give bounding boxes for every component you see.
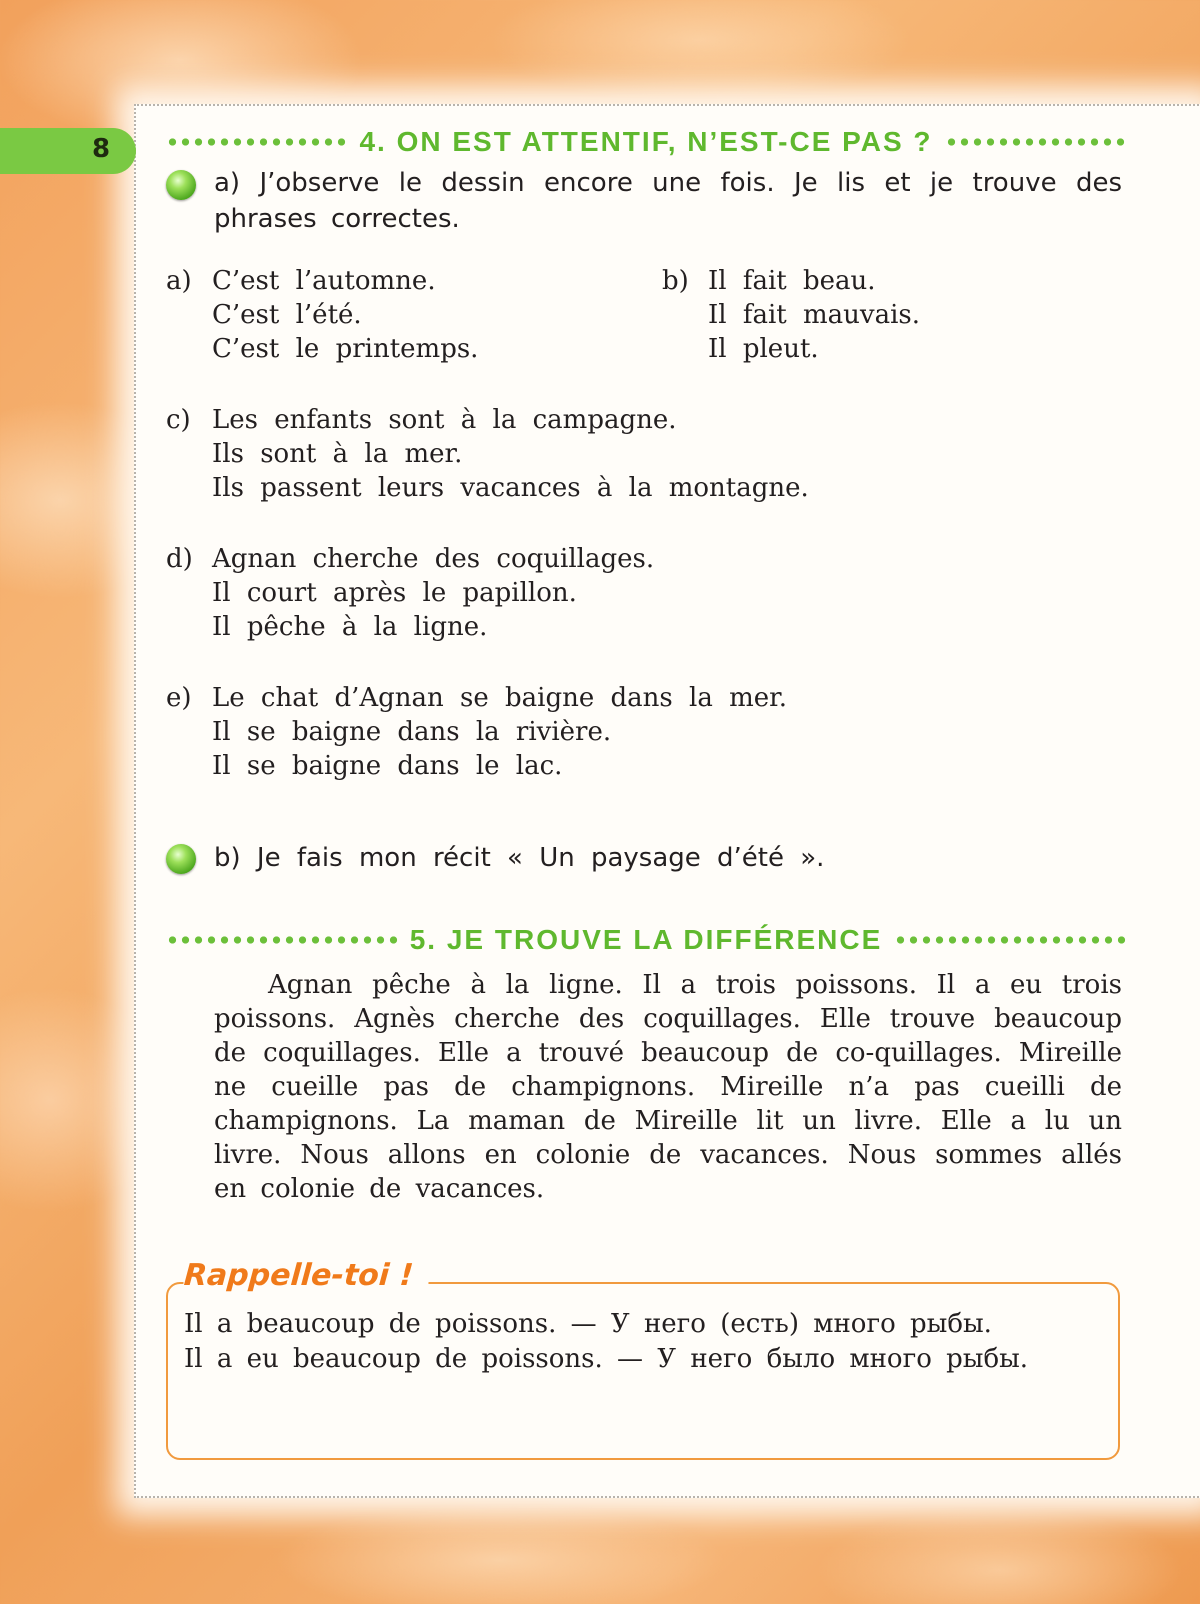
exercise-label: d) — [166, 544, 193, 574]
exercise-label: c) — [166, 405, 191, 435]
rappelle-line-2: Il a eu beaucoup de poissons. — У него было много рыбы. — [184, 1344, 1029, 1374]
sentence: Il court après le papillon. — [212, 578, 577, 608]
green-ball-icon — [166, 844, 196, 874]
exercise-label: a) — [166, 266, 192, 296]
instruction-a: a) J’observe le dessin encore une fois. Je lis et je trouve des phrases correctes. — [214, 168, 1122, 234]
exercise-b — [662, 264, 920, 366]
difference-paragraph: Agnan pêche à la ligne. Il a trois poissons. Il a eu trois poissons. Agnès cherche des coquillages. Elle trouve beaucoup de coquillages. Elle a trouvé beaucoup de co-quillages. Mireille ne cueille pas de champignons. Mireille n’a pas cueilli de champignons. La maman de Mireille lit un livre. Elle a lu un livre. Nous allons en colonie de vacances. Nous sommes allés en colonie de vacances. — [214, 970, 1122, 1204]
sentence: Agnan cherche des coquillages. — [212, 544, 655, 574]
green-ball-icon — [166, 170, 196, 200]
sentence: Le chat d’Agnan se baigne dans la mer. — [212, 683, 787, 713]
section-4-heading — [166, 126, 1126, 158]
exercise-d — [166, 542, 654, 644]
page-number: 8 — [92, 134, 111, 164]
rappelle-title: Rappelle-toi ! — [183, 1258, 431, 1293]
sentence: C’est l’automne. — [212, 266, 436, 296]
sentence: Les enfants sont à la campagne. — [212, 405, 677, 435]
section-4-title: 4. ON EST ATTENTIF, N’EST-CE PAS ? — [359, 126, 933, 157]
dotted-rule — [945, 138, 1126, 146]
rappelle-line-1: Il a beaucoup de poissons. — У него (есть) много рыбы. — [184, 1309, 992, 1339]
section-5-title: 5. JE TROUVE LA DIFFÉRENCE — [409, 924, 883, 955]
sentence: Il se baigne dans le lac. — [212, 751, 563, 781]
dotted-rule — [166, 936, 398, 944]
section-5-heading — [166, 924, 1126, 956]
exercise-label: b) — [662, 266, 689, 296]
dotted-rule — [166, 138, 347, 146]
sentence: Ils sont à la mer. — [212, 439, 463, 469]
rappelle-content — [184, 1307, 1044, 1377]
instruction-b: b) Je fais mon récit « Un paysage d’été ». — [214, 843, 825, 873]
exercise-a — [166, 264, 478, 366]
exercise-label: e) — [166, 683, 192, 713]
sentence: Ils passent leurs vacances à la montagne. — [212, 473, 809, 503]
sentence: C’est le printemps. — [212, 334, 479, 364]
sentence: Il fait mauvais. — [708, 300, 921, 330]
sentence: Il pleut. — [708, 334, 819, 364]
sentence: Il fait beau. — [708, 266, 876, 296]
sentence: Il se baigne dans la rivière. — [212, 717, 612, 747]
exercise-c — [166, 403, 809, 505]
page-number-tab — [0, 128, 136, 174]
sentence: C’est l’été. — [212, 300, 362, 330]
sentence: Il pêche à la ligne. — [212, 612, 488, 642]
exercise-e — [166, 681, 787, 783]
dotted-rule — [894, 936, 1126, 944]
